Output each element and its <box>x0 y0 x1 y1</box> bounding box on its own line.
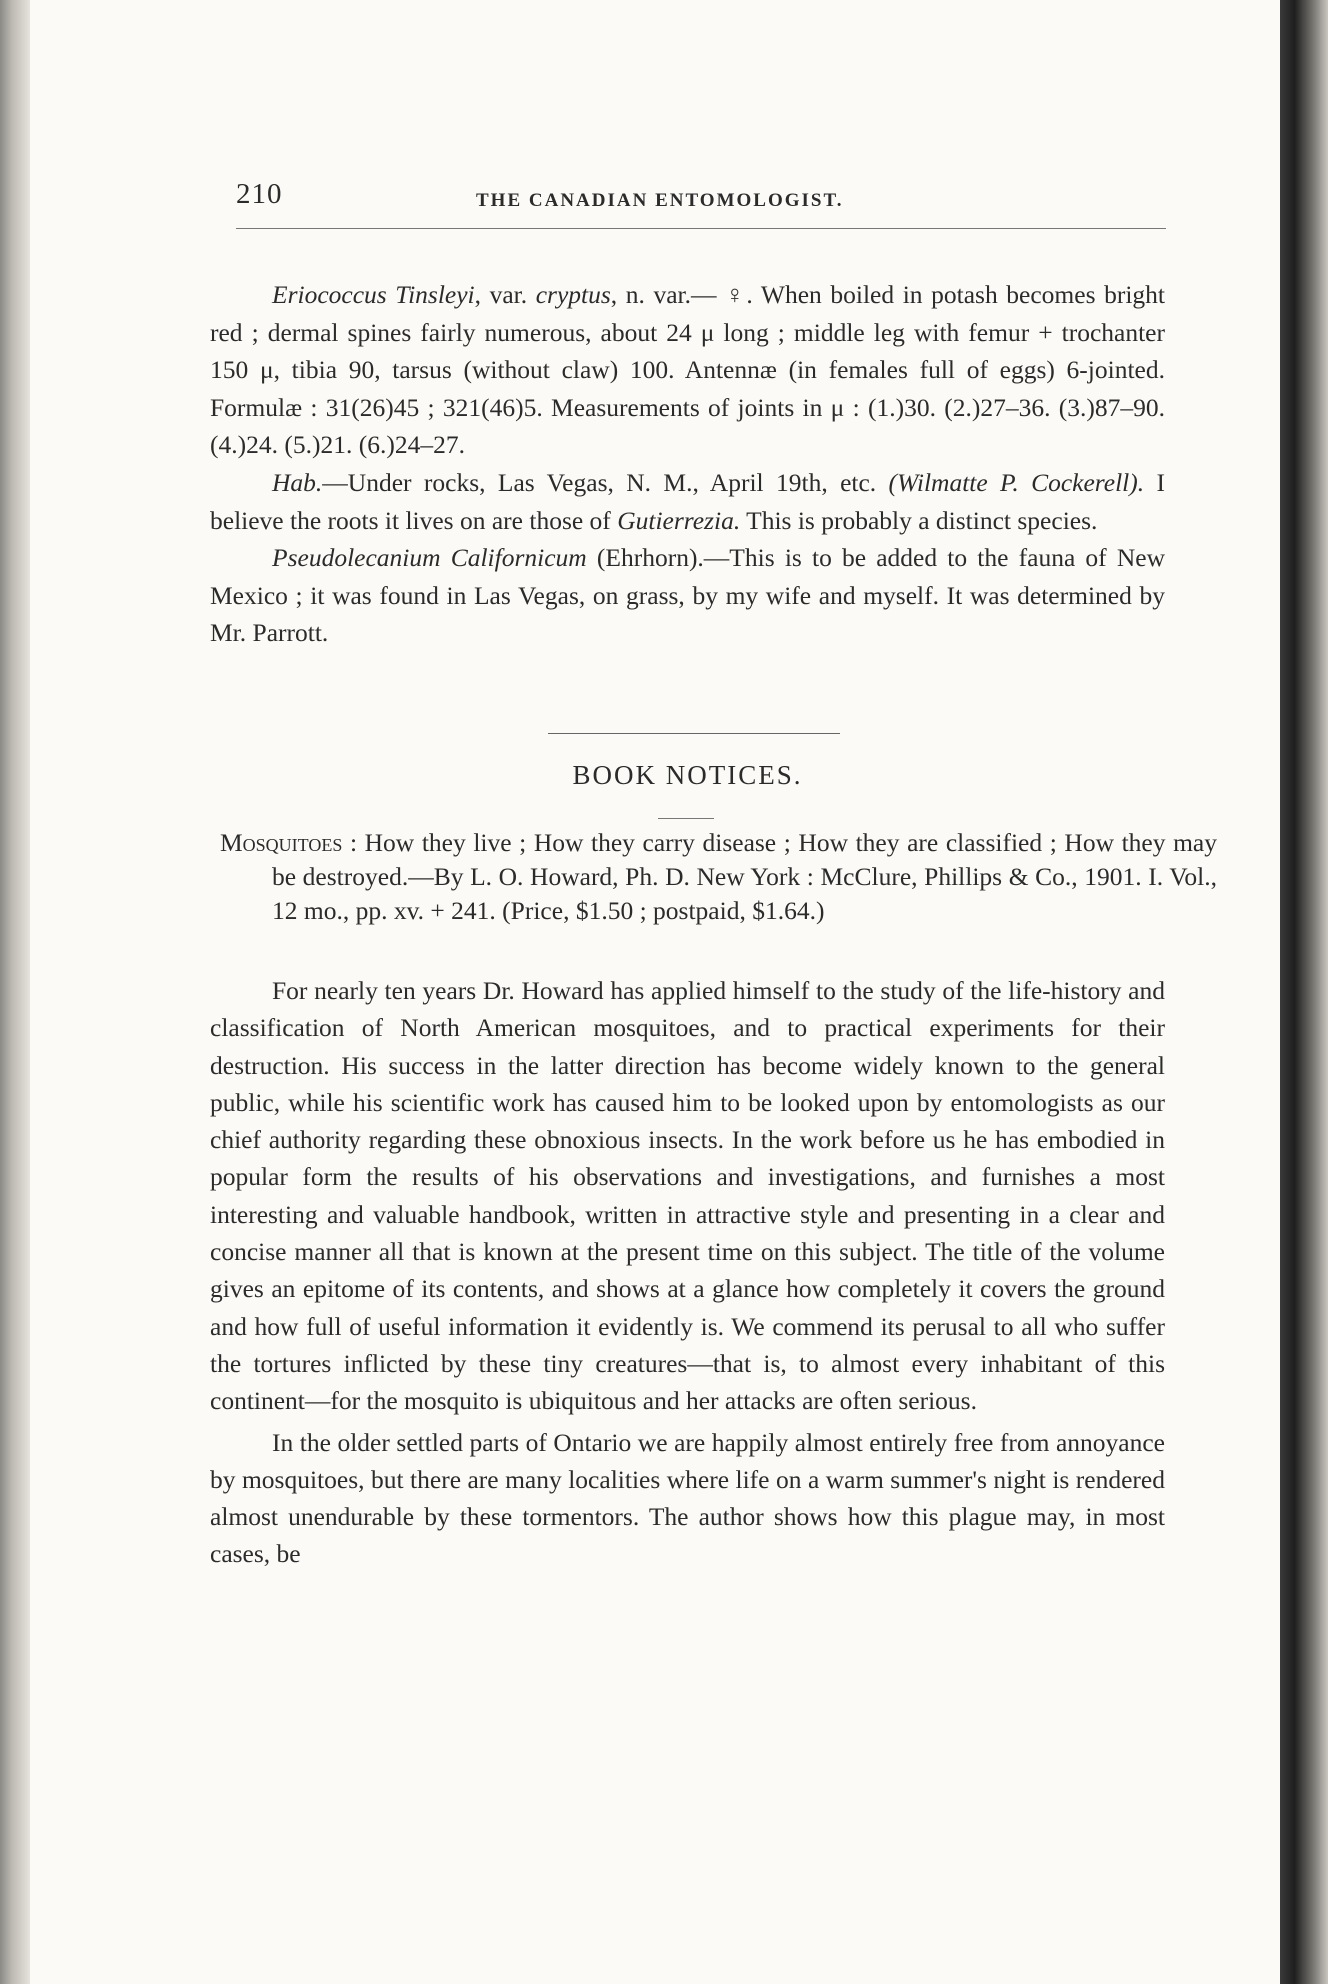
genus-name: Gutierrezia. <box>617 505 741 535</box>
review-text-block <box>210 972 1165 1573</box>
species-description-block <box>210 276 1165 652</box>
habitat-label: Hab. <box>272 467 323 497</box>
species-eriococcus-paragraph: Eriococcus Tinsleyi, var. cryptus, n. var.— ♀. When boiled in potash becomes bright red ; dermal spines fairly numerous, about 24 μ long ; middle leg with femur + trochanter 150 μ, tibia 90, tarsus (without claw) 100. Antennæ (in females full of eggs) 6-jointed. Formulæ : 31(26)45 ; 321(46)5. Measurements of joints in μ : (1.)30. (2.)27–36. (3.)87–90. (4.)24. (5.)21. (6.)24–27. <box>210 280 1165 460</box>
habitat-paragraph: Hab.—Under rocks, Las Vegas, N. M., April 19th, etc. (Wilmatte P. Cockerell). I believe the roots it lives on are those of Gutierrezia. This is probably a distinct species. <box>210 467 1166 535</box>
collector-name: (Wilmatte P. Cockerell). <box>888 467 1145 497</box>
heading-rule <box>658 818 714 819</box>
book-citation <box>220 826 1217 928</box>
section-heading: BOOK NOTICES. <box>572 760 803 790</box>
species-name: Eriococcus Tinsleyi <box>272 280 475 309</box>
review-paragraph: For nearly ten years Dr. Howard has applied himself to the study of the life-history and classification of North American mosquitoes, and to practical experiments for their destruction. His success in the latter direction has become widely known to the general public, while his scientific work has caused him to be looked upon by entomologists as our chief authority regarding these obnoxious insects. In the work before us he has embodied in popular form the results of his observations and investigations, and furnishes a most interesting and valuable handbook, written in attractive style and presenting in a clear and concise manner all that is known at the present time on this subject. The title of the volume gives an epitome of its contents, and shows at a glance how completely it covers the ground and how full of useful information it evidently is. We commend its perusal to all who suffer the tortures inflicted by these tiny creatures—that is, to almost every inhabitant of this continent—for the mosquito is ubiquitous and her attacks are often serious. <box>210 976 1165 1416</box>
species-name-2: Pseudolecanium Californicum <box>272 543 587 573</box>
species-2-description: (Ehrhorn).—This is to be added to the fauna of New Mexico ; it was found in Las Vegas, on grass, by my wife and myself. It was determined by Mr. Parrott. <box>210 543 1165 648</box>
species-pseudolecanium-paragraph <box>210 539 1165 652</box>
variety-name: cryptus <box>535 280 611 309</box>
journal-title: THE CANADIAN ENTOMOLOGIST. <box>476 190 844 211</box>
page-number: 210 <box>236 178 283 210</box>
running-header <box>236 178 1166 229</box>
book-details: : How they live ; How they carry disease ; How they are classified ; How they may be destroyed.—By L. O. Howard, Ph. D. New York : McClure, Phillips & Co., 1901. I. Vol., 12 mo., pp. xv. + 241. (Price, $1.50 ; postpaid, $1.64.) <box>272 828 1217 925</box>
review-paragraph: In the older settled parts of Ontario we are happily almost entirely free from annoyance by mosquitoes, but there are many localities where life on a warm summer's night is rendered almost unendurable by these tormentors. The author shows how this plague may, in most cases, be <box>210 1427 1165 1569</box>
book-binding-right <box>1280 0 1328 1984</box>
book-title: Mosquitoes <box>220 828 343 857</box>
section-divider <box>548 733 840 734</box>
species-description: , n. var.— ♀. When boiled in potash becomes bright red ; dermal spines fairly numerous, about 24 μ long ; middle leg with femur + trochanter 150 μ, tibia 90, tarsus (without claw) 100. Antennæ (in females full of eggs) 6-jointed. Formulæ : 31(26)45 ; 321(46)5. Measurements of joints in μ : (1.)30. (2.)27–36. (3.)87–90. (4.)24. (5.)21. (6.)24–27. <box>210 280 1165 460</box>
book-binding-left <box>0 0 30 1984</box>
